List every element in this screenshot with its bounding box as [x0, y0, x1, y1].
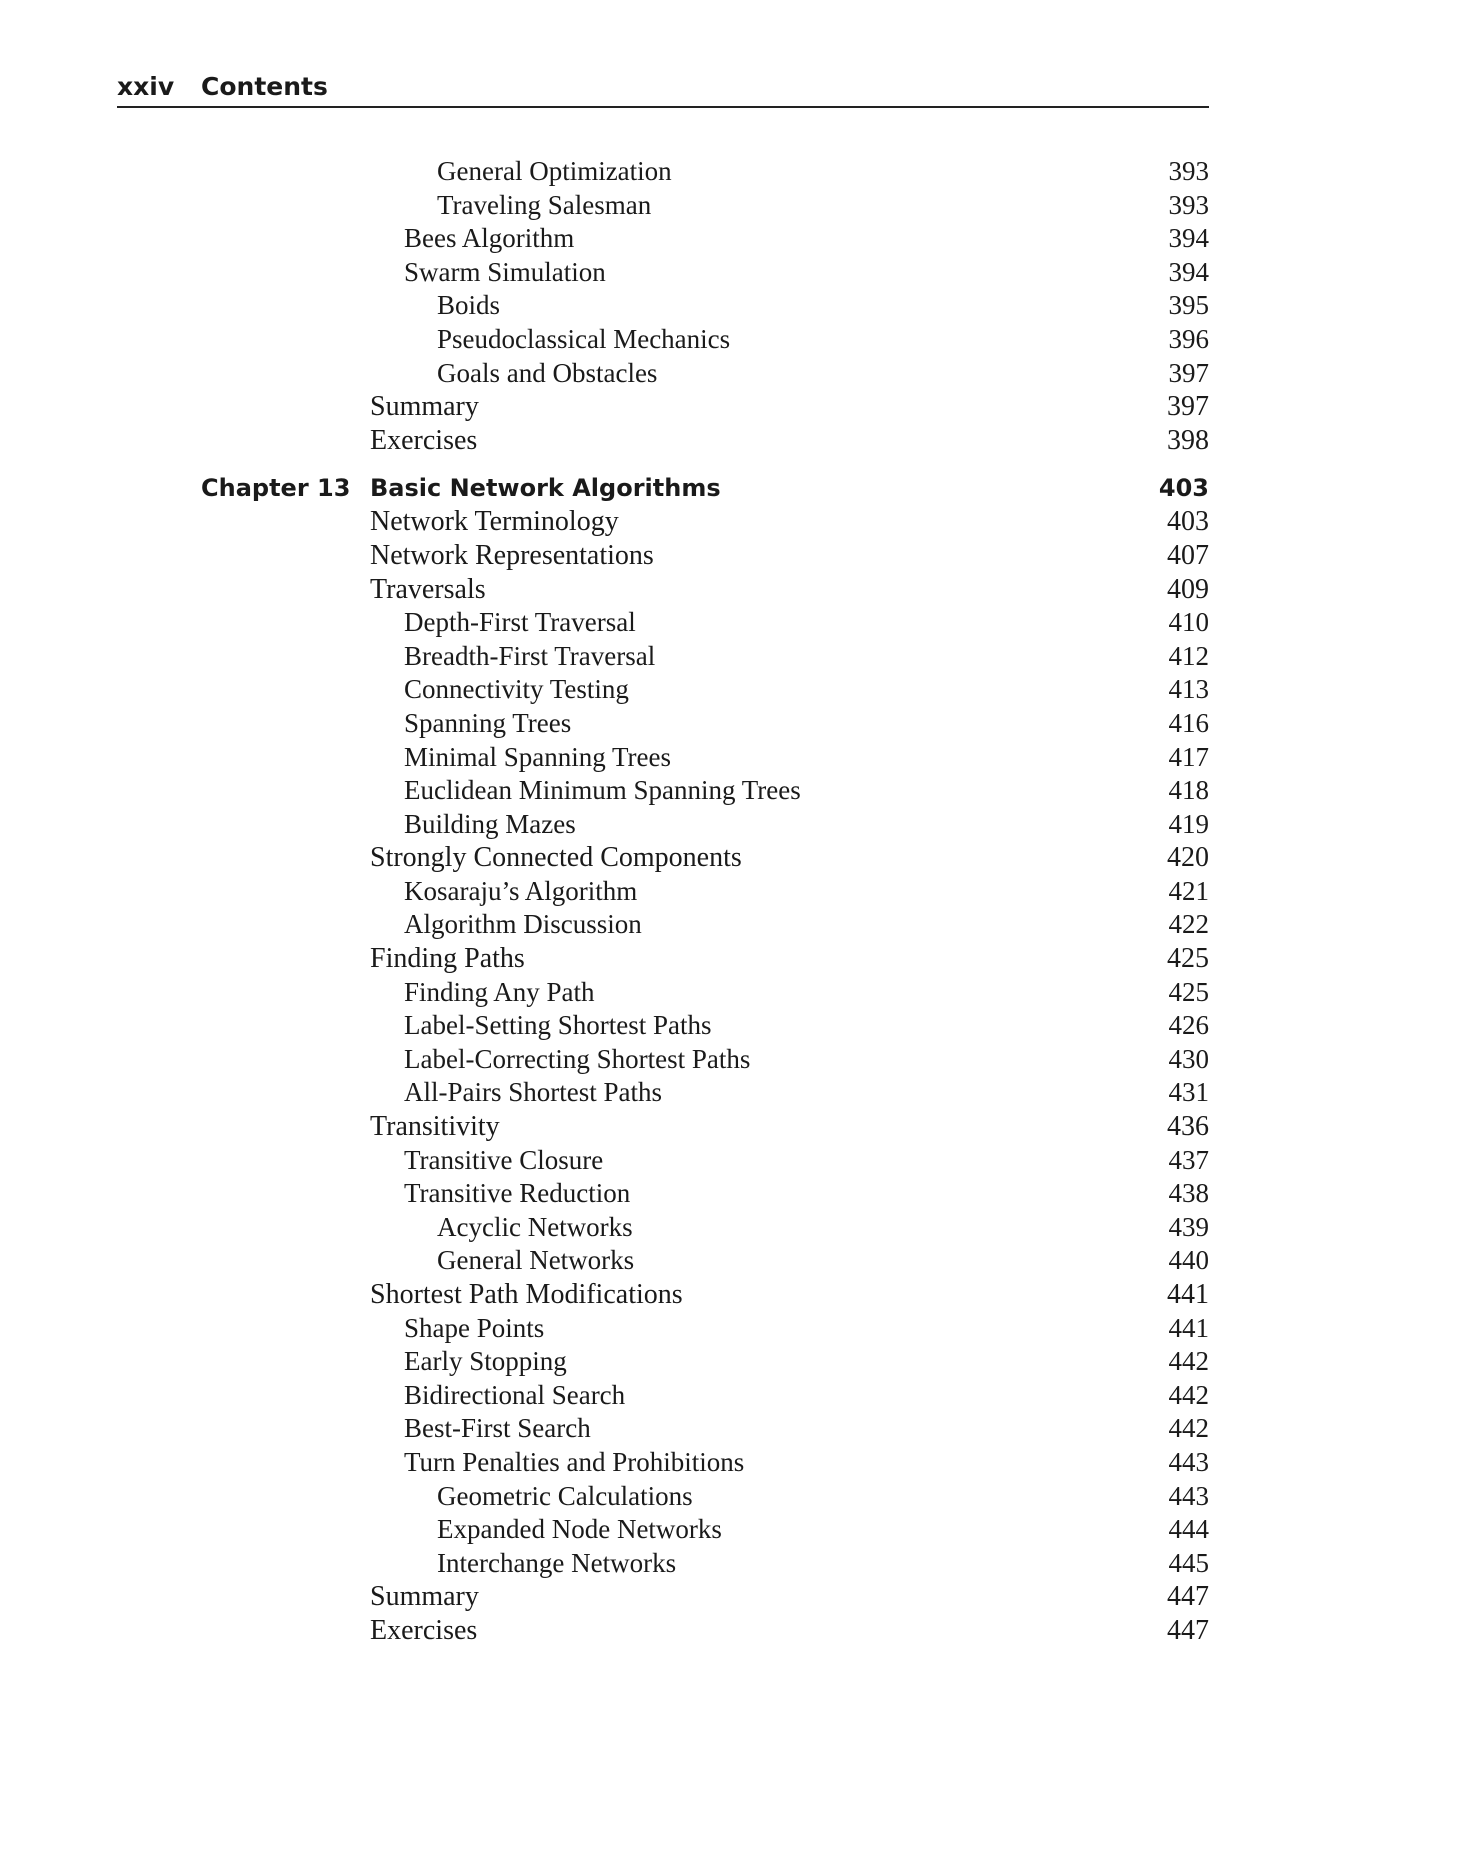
- toc-entry-title: Finding Paths: [370, 943, 525, 975]
- toc-entry-title: Algorithm Discussion: [404, 909, 642, 940]
- toc-entry-title: Connectivity Testing: [404, 674, 629, 705]
- toc-entry[interactable]: [0, 155, 1475, 189]
- toc-entry-title: Transitivity: [370, 1111, 500, 1143]
- toc-entry-title: Label-Correcting Shortest Paths: [404, 1043, 751, 1074]
- toc-entry-page: 407: [1167, 539, 1209, 571]
- toc-entry-title: All-Pairs Shortest Paths: [404, 1077, 663, 1108]
- toc-entry[interactable]: [0, 1614, 1475, 1648]
- toc-entry-page: 442: [1168, 1379, 1209, 1410]
- toc-entry-page: 447: [1167, 1614, 1209, 1646]
- toc-entry[interactable]: [0, 573, 1475, 607]
- toc-entry[interactable]: [0, 189, 1475, 223]
- toc-entry[interactable]: [0, 1480, 1475, 1514]
- toc-entry-title: Traversals: [370, 573, 486, 605]
- toc-entry-page: 420: [1167, 842, 1209, 874]
- toc-entry[interactable]: [0, 424, 1475, 458]
- toc-entry-page: 442: [1168, 1413, 1209, 1444]
- toc-entry-page: 418: [1168, 775, 1209, 806]
- toc-entry-page: 422: [1168, 909, 1209, 940]
- toc-entry[interactable]: [0, 1244, 1475, 1278]
- toc-entry-page: 437: [1168, 1144, 1209, 1175]
- toc-entry-page: 403: [1167, 506, 1209, 538]
- toc-entry-title: Strongly Connected Components: [370, 842, 742, 874]
- toc-entry-page: 395: [1168, 290, 1209, 321]
- toc-entry-title: Kosaraju’s Algorithm: [404, 875, 638, 906]
- toc-entry-page: 436: [1167, 1111, 1209, 1143]
- toc-entry-title: Shape Points: [404, 1312, 545, 1343]
- toc-entry[interactable]: [0, 1312, 1475, 1346]
- toc-entry[interactable]: [0, 707, 1475, 741]
- toc-entry[interactable]: [0, 222, 1475, 256]
- toc-entry-title: Bees Algorithm: [404, 223, 575, 254]
- chapter-title: Basic Network Algorithms: [370, 474, 721, 503]
- toc-entry-page: 393: [1168, 189, 1209, 220]
- toc-entry-title: Swarm Simulation: [404, 256, 606, 287]
- table-of-contents: [0, 155, 1475, 1648]
- chapter-page: 403: [1158, 474, 1209, 503]
- toc-entry-title: Expanded Node Networks: [437, 1514, 722, 1545]
- toc-entry[interactable]: [0, 1345, 1475, 1379]
- toc-entry-page: 438: [1168, 1178, 1209, 1209]
- toc-entry-title: Transitive Reduction: [404, 1178, 631, 1209]
- toc-entry-title: Early Stopping: [404, 1346, 567, 1377]
- toc-entry[interactable]: [0, 1043, 1475, 1077]
- toc-entry-page: 419: [1168, 808, 1209, 839]
- toc-entry-title: Summary: [370, 1581, 479, 1613]
- toc-entry[interactable]: [0, 1278, 1475, 1312]
- toc-entry-title: Label-Setting Shortest Paths: [404, 1010, 712, 1041]
- toc-entry[interactable]: [0, 808, 1475, 842]
- toc-entry-page: 441: [1167, 1279, 1209, 1310]
- toc-entry-page: 439: [1168, 1211, 1209, 1242]
- toc-entry[interactable]: [0, 673, 1475, 707]
- chapter-heading[interactable]: [0, 471, 1475, 505]
- toc-entry-title: Spanning Trees: [404, 707, 572, 738]
- toc-entry-title: Exercises: [370, 1614, 478, 1646]
- toc-entry-title: Exercises: [370, 424, 478, 456]
- toc-entry[interactable]: [0, 1144, 1475, 1178]
- toc-entry-page: 394: [1168, 256, 1209, 287]
- toc-entry[interactable]: [0, 1580, 1475, 1614]
- toc-entry-page: 396: [1168, 323, 1209, 354]
- toc-entry-title: Boids: [437, 290, 501, 321]
- toc-entry[interactable]: [0, 539, 1475, 573]
- toc-entry[interactable]: [0, 289, 1475, 323]
- toc-entry-page: 413: [1168, 674, 1209, 705]
- toc-entry-page: 444: [1168, 1514, 1209, 1545]
- toc-entry-page: 397: [1167, 391, 1209, 423]
- toc-entry[interactable]: [0, 1177, 1475, 1211]
- toc-entry[interactable]: [0, 1076, 1475, 1110]
- toc-entry[interactable]: [0, 1009, 1475, 1043]
- toc-entry-title: General Networks: [437, 1245, 635, 1276]
- toc-entry-title: Network Representations: [370, 539, 654, 571]
- toc-entry[interactable]: [0, 976, 1475, 1010]
- toc-entry-title: Turn Penalties and Prohibitions: [404, 1446, 745, 1477]
- toc-entry-page: 410: [1168, 607, 1209, 638]
- toc-entry-page: 417: [1168, 741, 1209, 772]
- toc-entry-page: 441: [1168, 1312, 1209, 1343]
- toc-entry[interactable]: [0, 357, 1475, 391]
- toc-entry-title: Summary: [370, 391, 479, 423]
- toc-entry-page: 425: [1168, 976, 1209, 1007]
- toc-entry-title: Minimal Spanning Trees: [404, 741, 672, 772]
- toc-entry-title: Traveling Salesman: [437, 189, 652, 220]
- toc-entry-title: Building Mazes: [404, 808, 576, 839]
- toc-entry-page: 393: [1168, 156, 1209, 186]
- header-page-number: xxiv: [117, 72, 175, 101]
- toc-entry-page: 440: [1168, 1245, 1209, 1276]
- toc-entry-page: 445: [1168, 1547, 1209, 1578]
- toc-entry-page: 431: [1168, 1077, 1209, 1108]
- toc-entry-page: 397: [1168, 357, 1209, 388]
- toc-entry[interactable]: [0, 1513, 1475, 1547]
- toc-entry-page: 416: [1168, 707, 1209, 738]
- toc-entry-page: 398: [1167, 424, 1209, 456]
- toc-entry-title: Geometric Calculations: [437, 1480, 693, 1511]
- toc-entry-title: Breadth-First Traversal: [404, 640, 656, 671]
- toc-entry[interactable]: [0, 1547, 1475, 1581]
- toc-entry[interactable]: [0, 1379, 1475, 1413]
- toc-entry-page: 412: [1168, 640, 1209, 671]
- toc-entry-page: 409: [1167, 573, 1209, 605]
- toc-entry-page: 443: [1168, 1446, 1209, 1477]
- toc-entry[interactable]: [0, 908, 1475, 942]
- toc-entry[interactable]: [0, 741, 1475, 775]
- toc-entry-title: Pseudoclassical Mechanics: [437, 323, 731, 354]
- toc-entry-title: Euclidean Minimum Spanning Trees: [404, 775, 801, 806]
- toc-entry[interactable]: [0, 1446, 1475, 1480]
- toc-entry-title: Best-First Search: [404, 1413, 591, 1444]
- toc-entry-title: Depth-First Traversal: [404, 607, 636, 638]
- toc-entry[interactable]: [0, 256, 1475, 290]
- toc-entry-page: 442: [1168, 1346, 1209, 1377]
- toc-entry-page: 421: [1168, 875, 1209, 906]
- toc-entry[interactable]: [0, 640, 1475, 674]
- toc-entry-title: Shortest Path Modifications: [370, 1279, 683, 1310]
- toc-entry[interactable]: [0, 875, 1475, 909]
- toc-entry[interactable]: [0, 1211, 1475, 1245]
- toc-entry-page: 426: [1168, 1010, 1209, 1041]
- toc-entry[interactable]: [0, 774, 1475, 808]
- toc-entry[interactable]: [0, 1110, 1475, 1144]
- toc-entry[interactable]: [0, 606, 1475, 640]
- toc-entry-title: Finding Any Path: [404, 976, 595, 1007]
- toc-entry-page: 425: [1167, 943, 1209, 975]
- toc-entry-title: Bidirectional Search: [404, 1379, 626, 1410]
- toc-entry[interactable]: [0, 942, 1475, 976]
- toc-entry[interactable]: [0, 505, 1475, 539]
- toc-entry-title: Transitive Closure: [404, 1144, 604, 1175]
- toc-entry-title: Acyclic Networks: [437, 1211, 633, 1242]
- toc-entry-page: 443: [1168, 1480, 1209, 1511]
- toc-entry[interactable]: [0, 390, 1475, 424]
- toc-entry-title: Network Terminology: [370, 506, 619, 538]
- toc-entry[interactable]: [0, 1412, 1475, 1446]
- toc-entry-page: 447: [1167, 1581, 1209, 1613]
- running-header: [117, 68, 1209, 108]
- toc-entry-title: Goals and Obstacles: [437, 357, 658, 388]
- toc-entry-title: General Optimization: [437, 156, 672, 186]
- toc-entry-page: 430: [1168, 1043, 1209, 1074]
- toc-entry[interactable]: [0, 323, 1475, 357]
- chapter-label: Chapter 13: [201, 474, 351, 503]
- header-section-title: Contents: [201, 72, 328, 101]
- toc-entry-page: 394: [1168, 223, 1209, 254]
- toc-entry-title: Interchange Networks: [437, 1547, 677, 1578]
- toc-entry[interactable]: [0, 841, 1475, 875]
